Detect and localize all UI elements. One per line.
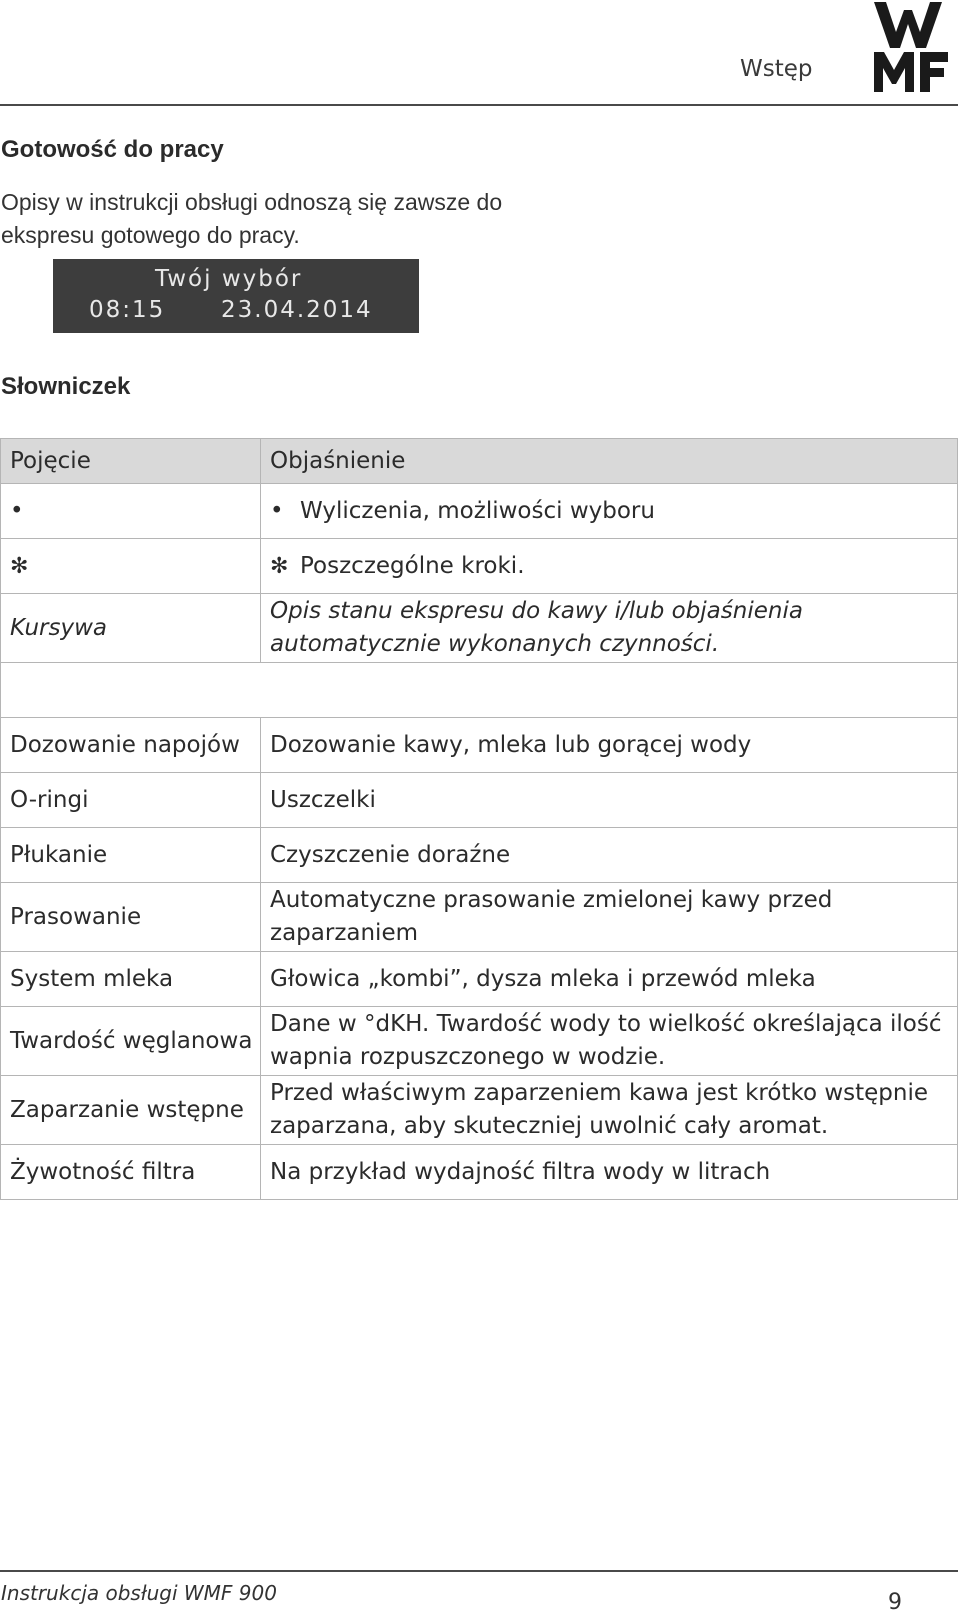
term-cell: O-ringi [1,773,261,828]
term-cell: Zaparzanie wstępne [1,1076,261,1145]
step-symbol: ✻ [1,539,261,594]
section-title: Wstęp [740,56,813,82]
empty-cell [1,663,958,718]
footer-divider [0,1570,958,1572]
cell-text-line: Automatyczne prasowanie zmielonej kawy przed [270,887,833,913]
table-row [1,1007,958,1076]
term-cell: Twardość węglanowa [1,1007,261,1076]
column-header-explanation: Objaśnienie [261,439,958,484]
table-row [1,883,958,952]
header-divider [0,104,958,106]
cell-text: Wyliczenia, możliwości wyboru [300,497,655,524]
explanation-cell: Uszczelki [261,773,958,828]
term-cell: Prasowanie [1,883,261,952]
glossary-heading: Słowniczek [1,373,131,400]
table-row [1,718,958,773]
explanation-cell: Czyszczenie doraźne [261,828,958,883]
manual-title: Instrukcja obsługi WMF 900 [1,1581,277,1605]
spacer-row [1,663,958,718]
table-cell [261,594,958,663]
explanation-cell [261,883,958,952]
table-row [1,1076,958,1145]
column-header-term: Pojęcie [1,439,261,484]
explanation-cell [261,1007,958,1076]
table-row [1,484,958,539]
explanation-cell [261,1076,958,1145]
cell-text-line: wapnia rozpuszczonego w wodzie. [270,1044,666,1070]
term-cell: Żywotność filtra [1,1145,261,1200]
display-selection-text: Twój wybór [155,266,303,292]
table-cell [261,539,958,594]
explanation-cell: Na przykład wydajność filtra wody w litrach [261,1145,958,1200]
table-row [1,828,958,883]
table-row [1,952,958,1007]
bullet-icon: • [270,497,284,524]
cell-text-line: Opis stanu ekspresu do kawy i/lub objaśnienia [270,598,803,624]
cell-text-line: Dane w °dKH. Twardość wody to wielkość określająca ilość [270,1011,942,1037]
table-row [1,773,958,828]
ready-heading: Gotowość do pracy [1,136,224,163]
cell-text: Poszczególne kroki. [300,552,525,579]
cell-text-line: zaparzana, aby skuteczniej uwolnić cały aromat. [270,1113,829,1139]
ready-intro [1,186,621,252]
table-row [1,539,958,594]
explanation-cell: Dozowanie kawy, mleka lub gorącej wody [261,718,958,773]
explanation-cell: Głowica „kombi”, dysza mleka i przewód mleka [261,952,958,1007]
term-cell: Płukanie [1,828,261,883]
intro-line: Opisy w instrukcji obsługi odnoszą się zawsze do [1,189,503,215]
page-number: 9 [888,1590,902,1615]
asterisk-icon: ✻ [270,553,289,579]
table-row [1,1145,958,1200]
bullet-symbol: • [1,484,261,539]
wmf-logo-icon [874,2,950,94]
cell-text-line: automatycznie wykonanych czynności. [270,631,720,657]
machine-display [53,259,419,333]
term-cell: Kursywa [1,594,261,663]
table-row [1,594,958,663]
cell-text-line: Przed właściwym zaparzeniem kawa jest krótko wstępnie [270,1080,929,1106]
display-time: 08:15 [89,297,166,323]
glossary-table [0,438,958,1200]
intro-line: ekspresu gotowego do pracy. [1,222,300,248]
cell-text-line: zaparzaniem [270,920,419,946]
table-cell [261,484,958,539]
term-cell: System mleka [1,952,261,1007]
term-cell: Dozowanie napojów [1,718,261,773]
display-date: 23.04.2014 [221,297,373,323]
table-header-row [1,439,958,484]
